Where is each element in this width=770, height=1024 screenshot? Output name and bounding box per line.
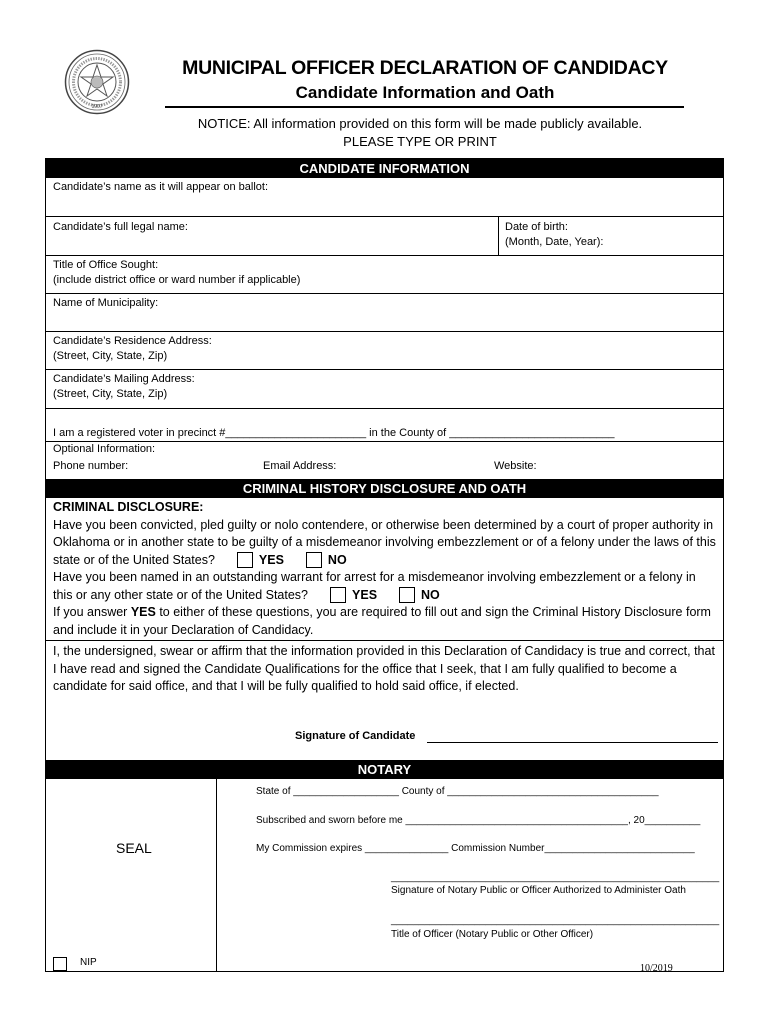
criminal-disclosure-section — [53, 499, 717, 639]
q1-yes-label: YES — [258, 552, 284, 567]
state-county-line[interactable]: State of ___________________ County of ______________________________________ — [256, 786, 659, 797]
notice-text: NOTICE: All information provided on this form will be made publicly available. — [197, 116, 643, 131]
criminal-disclosure-label: CRIMINAL DISCLOSURE: — [53, 500, 204, 514]
q2-no-label: NO — [421, 587, 440, 602]
nip-label: NIP — [80, 957, 97, 968]
mailing-address-field[interactable] — [46, 370, 724, 408]
seal-year: 1907 — [91, 104, 103, 110]
notary-seal-area: SEAL — [116, 840, 152, 856]
phone-label[interactable]: Phone number: — [53, 460, 129, 472]
notary-signature-line[interactable]: ___________________________________________________________ — [391, 872, 720, 883]
officer-title-line[interactable]: ___________________________________________________________ — [391, 915, 720, 926]
oath-text: I, the undersigned, swear or affirm that the information provided in this Declaration of Candidacy is true and correct, that I have read and signed the Candidate Qualifications for the office that I seek, that I am fully qualified to become a candidate for said office, and that I will be fully qualified to hold said office, if elected. — [53, 644, 715, 693]
dob-label: Date of birth: (Month, Date, Year): — [505, 221, 604, 248]
optional-info-label: Optional Information: — [53, 443, 156, 455]
question-1 — [53, 517, 717, 570]
dob-field[interactable] — [499, 217, 724, 255]
q1-yes-checkbox[interactable] — [237, 552, 253, 568]
notary-header: NOTARY — [46, 760, 723, 779]
criminal-history-header: CRIMINAL HISTORY DISCLOSURE AND OATH — [46, 479, 723, 498]
voter-registration-line[interactable]: I am a registered voter in precinct #_______________________ in the County of ___________________________ — [53, 427, 615, 439]
notary-signature-label: Signature of Notary Public or Officer Authorized to Administer Oath — [391, 885, 686, 896]
question-2 — [53, 569, 717, 604]
declaration-form — [45, 158, 724, 972]
revision-date: 10/2019 — [640, 963, 673, 974]
question-1-text: Have you been convicted, pled guilty or nolo contendere, or otherwise been determined by a court of proper authority in Oklahoma or in another state to be guilty of a misdemeanor involving embezzlement or of a felony under the laws of this state or of the United States? — [53, 517, 716, 567]
q2-no-checkbox[interactable] — [399, 587, 415, 603]
state-seal-logo — [64, 49, 130, 115]
please-print-text: PLEASE TYPE OR PRINT — [343, 134, 497, 149]
subscribed-sworn-line[interactable]: Subscribed and sworn before me ________________________________________, 20__________ — [256, 815, 701, 826]
municipality-field[interactable] — [46, 294, 724, 331]
office-sought-field[interactable] — [46, 256, 724, 293]
title-divider — [165, 106, 684, 108]
candidate-info-header: CANDIDATE INFORMATION — [46, 159, 723, 178]
question-2-text: Have you been named in an outstanding warrant for arrest for a misdemeanor involving embezzlement or a felony in this or any other state or of the United States? — [53, 570, 696, 602]
q2-yes-checkbox[interactable] — [330, 587, 346, 603]
officer-title-label: Title of Officer (Notary Public or Other Officer) — [391, 929, 594, 940]
website-label[interactable]: Website: — [494, 460, 537, 472]
commission-line[interactable]: My Commission expires _______________ Commission Number___________________________ — [256, 843, 695, 854]
page-title: MUNICIPAL OFFICER DECLARATION OF CANDIDACY — [182, 57, 668, 79]
ballot-name-label: Candidate’s name as it will appear on ballot: — [53, 181, 269, 193]
ballot-name-field[interactable] — [46, 179, 724, 216]
candidate-signature-line[interactable] — [427, 742, 718, 743]
legal-name-label: Candidate’s full legal name: — [53, 221, 188, 233]
q1-no-checkbox[interactable] — [306, 552, 322, 568]
legal-name-field[interactable] — [46, 217, 498, 255]
nip-checkbox[interactable] — [53, 957, 67, 971]
email-label[interactable]: Email Address: — [263, 460, 337, 472]
q2-yes-label: YES — [352, 587, 378, 602]
candidate-signature-label: Signature of Candidate — [295, 730, 416, 742]
municipality-label: Name of Municipality: — [53, 297, 159, 309]
mailing-address-label: Candidate’s Mailing Address: (Street, City, State, Zip) — [53, 373, 195, 400]
office-sought-label: Title of Office Sought: (include district office or ward number if applicable) — [53, 259, 301, 286]
q1-no-label: NO — [327, 552, 347, 567]
page-subtitle: Candidate Information and Oath — [295, 83, 555, 102]
disclosure-instruction: If you answer YES to either of these questions, you are required to fill out and sign the Criminal History Disclosure form and include it in your Declaration of Candidacy. — [53, 605, 711, 637]
residence-address-field[interactable] — [46, 332, 724, 369]
residence-address-label: Candidate’s Residence Address: (Street, City, State, Zip) — [53, 335, 212, 362]
